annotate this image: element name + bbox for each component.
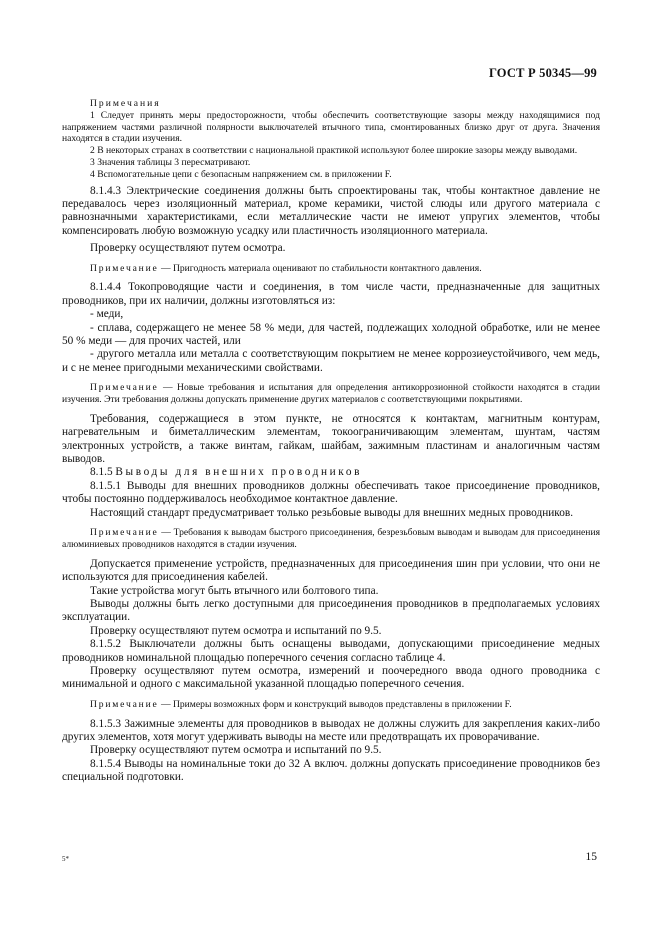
note-label: Примечание: [90, 527, 159, 539]
check-insertion-text: Проверку осуществляют путем осмотра, измерений и поочередного ввода одного проводника с минимальной и одного с максимальной указанной площадью поперечного сечения.: [62, 664, 600, 691]
clause-8-1-4-4: 8.1.4.4 Токопроводящие части и соединения, в том числе части, предназначенные для защитных проводников, при их наличии, должны изготовляться из:: [62, 281, 600, 307]
note-item-3: 3 Значения таблицы 3 пересматривают.: [90, 156, 251, 168]
note-quick-connect: [62, 527, 600, 551]
list-item: - меди,: [90, 308, 124, 321]
check-9-5-text: Проверку осуществляют путем осмотра и испытаний по 9.5.: [90, 624, 382, 637]
device-types-text: Такие устройства могут быть втычного или болтового типа.: [90, 584, 379, 597]
note-item-2: 2 В некоторых странах в соответствии с национальной практикой используют более широкие зазоры между выводами.: [90, 145, 578, 157]
list-item: - сплава, содержащего не менее 58 % меди, для частей, подлежащих холодной обработке, или не менее 50 % меди — для прочих частей, или: [62, 321, 600, 348]
clause-8-1-5-4: 8.1.5.4 Выводы на номинальные токи до 32 А включ. должны допускать присоединение проводников без специальной подготовки.: [62, 757, 600, 784]
busbar-devices-text: Допускается применение устройств, предназначенных для присоединения шин при условии, что они не используются для присоединения кабелей.: [62, 557, 600, 584]
note-contact-pressure: [62, 263, 600, 275]
standard-scope-text: Настоящий стандарт предусматривает только резьбовые выводы для внешних медных проводников.: [90, 506, 574, 519]
check-visual-text: Проверку осуществляют путем осмотра.: [90, 242, 286, 255]
clause-8-1-5-2: 8.1.5.2 Выключатели должны быть оснащены выводами, допускающими присоединение медных проводников номинальной площадью поперечного сечения согласно таблице 4.: [62, 638, 600, 664]
page-number: 15: [585, 851, 597, 863]
notes-block: [62, 98, 600, 181]
check-9-5-text: Проверку осуществляют путем осмотра и испытаний по 9.5.: [90, 744, 382, 757]
note-label: Примечание: [90, 262, 159, 274]
clause-8-1-5-1: 8.1.5.1 Выводы для внешних проводников должны обеспечивать такое присоединение проводников, чтобы постоянно поддерживалось необходимое контактное давление.: [62, 479, 600, 506]
note-text: — Примеры возможных форм и конструкций выводов представлены в приложении F.: [158, 698, 512, 710]
requirements-exclusions: Требования, содержащиеся в этом пункте, не относятся к контактам, магнитным контурам, нагревательным и биметаллическим элементам, токоограничивающим элементам, шунтам, частям электронных устройств, а также винтам, гайкам, шайбам, зажимным пластинам и аналогичным частям выводов.: [62, 412, 600, 466]
note-corrosion: [62, 382, 600, 406]
section-title: Выводы для внешних проводников: [115, 466, 363, 479]
clause-8-1-5-3: 8.1.5.3 Зажимные элементы для проводников в выводах не должны служить для закрепления каких-либо других элементов, хотя могут удерживать выводы на месте или предотвращать их проворачивание.: [62, 717, 600, 743]
list-item: - другого металла или металла с соответствующим покрытием не менее коррозиеустойчивого, чем медь, и с не менее пригодными механическими свойствами.: [62, 348, 600, 374]
terminal-access-text: Выводы должны быть легко доступными для присоединения проводников в предполагаемых условиях эксплуатации.: [62, 597, 600, 624]
section-number: 8.1.5: [90, 466, 113, 479]
signature-mark: 5*: [62, 855, 69, 863]
page-content: [62, 98, 600, 785]
section-8-1-5-heading: [62, 466, 600, 479]
notes-title: Примечания: [90, 98, 161, 109]
note-text: — Требования к выводам быстрого присоединения, безрезьбовым выводам и выводам для присоединения алюминиевых проводников находятся в стадии изучения.: [62, 527, 600, 550]
clause-8-1-4-3: 8.1.4.3 Электрические соединения должны быть спроектированы так, чтобы контактное давление не передавалось через изоляционный материал, кроме керамики, чистой слюды или другого материала с равнозначными характеристиками, если металлические части не имеют упругих элементов, чтобы компенсировать любую возможную усадку или пластичность изоляционного материала.: [62, 184, 600, 237]
note-terminal-examples: [62, 699, 600, 711]
document-header: ГОСТ Р 50345—99: [488, 66, 597, 80]
note-item-4: 4 Вспомогательные цепи с безопасным напряжением см. в приложении F.: [90, 168, 392, 180]
note-item-1: 1 Следует принять меры предосторожности, чтобы обеспечить соответствующие зазоры между находящимися под напряжением частями различной полярности выключателей втычного типа, смонтированных близко друг от друга. Значения находятся в стадии изучения.: [62, 109, 600, 145]
note-text: — Новые требования и испытания для определения антикоррозионной стойкости находятся в стадии изучения. Эти требования должны допускать применение других материалов с соответствующими покрытиями.: [62, 382, 600, 406]
note-label: Примечание: [90, 382, 159, 394]
note-label: Примечание: [90, 698, 159, 710]
note-text: — Пригодность материала оценивают по стабильности контактного давления.: [158, 262, 482, 274]
